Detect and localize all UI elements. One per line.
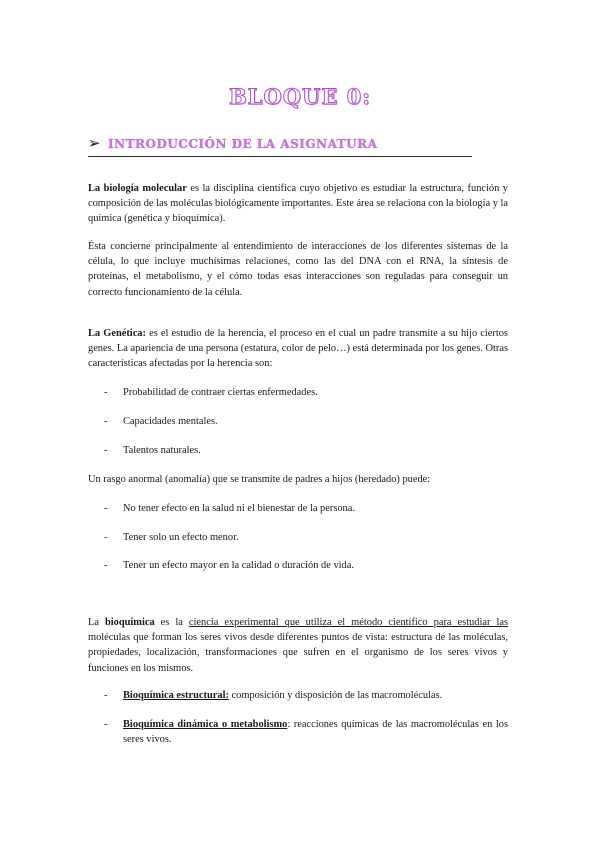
list-item-text: Talentos naturales. (123, 445, 201, 456)
paragraph-anomaly-intro: Un rasgo anormal (anomalía) que se transmite de padres a hijos (heredado) puede: (88, 474, 431, 485)
paragraph-biochemistry (88, 615, 508, 676)
section-underline (88, 156, 472, 157)
term-genetics: La Genética: (88, 328, 146, 339)
list-item-text: Tener solo un efecto menor. (123, 532, 239, 543)
genetics-text: es el estudio de la herencia, el proceso en el cual un padre transmite a su hijo ciertos genes. La apariencia de una persona (estatura, color de pelo…) está determinada por los genes. Otras características afectadas por la herencia son: (88, 328, 508, 370)
list-item-text: Probabilidad de contraer ciertas enfermedades. (123, 387, 318, 398)
list-item-effect (104, 501, 508, 516)
biochem-mid: es la (154, 617, 189, 628)
dash-bullet: - (104, 719, 108, 730)
paragraph-molecular-biology (88, 181, 508, 227)
dynamic-biochemistry-text: : reacciones químicas de las macromoléculas en los seres vivos. (123, 719, 508, 745)
list-item-biochem-type (104, 717, 508, 747)
list-item-trait (104, 385, 508, 400)
list-item-trait (104, 443, 508, 458)
list-item-text: Capacidades mentales. (123, 416, 218, 427)
term-dynamic-biochemistry: Bioquímica dinámica o metabolismo (123, 719, 288, 730)
list-item-effect (104, 558, 508, 573)
block-title: BLOQUE 0: (228, 84, 372, 109)
paragraph-interactions: Ésta concierne principalmente al entendimiento de interacciones de los diferentes sistemas de la célula, lo que incluye muchísimas relaciones, como las del DNA con el RNA, la síntesis de proteínas, el metabolismo, y el cómo todas esas interacciones son reguladas para conseguir un correcto funcionamiento de la célula. (88, 241, 508, 298)
term-structural-biochemistry: Bioquímica estructural: (123, 690, 229, 701)
section-heading-text: INTRODUCCIÓN DE LA ASIGNATURA (108, 137, 378, 151)
biochem-lead: La (88, 617, 105, 628)
dash-bullet: - (104, 416, 108, 427)
biochem-underlined-definition: ciencia experimental que utiliza el método científico para estudiar las (188, 617, 509, 628)
term-molecular-biology: La biología molecular (88, 183, 187, 194)
dash-bullet: - (104, 560, 108, 571)
list-item-text: Tener un efecto mayor en la calidad o duración de vida. (123, 560, 354, 571)
dash-bullet: - (104, 532, 108, 543)
list-item-trait (104, 414, 508, 429)
dash-bullet: - (104, 387, 108, 398)
paragraph-genetics (88, 326, 508, 372)
list-item-effect (104, 530, 508, 545)
molecular-biology-text: es la disciplina científica cuyo objetivo es estudiar la estructura, función y composición de las moléculas biológicamente importantes. Este área se relaciona con la biología y la química (genética y bioquímica). (88, 183, 508, 225)
structural-biochemistry-text: composición y disposición de las macromoléculas. (228, 690, 443, 701)
dash-bullet: - (104, 445, 108, 456)
list-item-biochem-type (104, 688, 508, 703)
term-biochemistry: bioquímica (105, 617, 155, 628)
dash-bullet: - (104, 690, 108, 701)
biochem-text: moléculas que forman los seres vivos desde diferentes puntos de vista: estructura de las moléculas, propiedades, localización, transformaciones que sufren en el organismo de los seres vivos y funciones en los mismos. (88, 632, 508, 674)
arrow-bullet-icon: ➢ (88, 136, 101, 152)
list-item-text: No tener efecto en la salud ni el bienestar de la persona. (123, 503, 355, 514)
dash-bullet: - (104, 503, 108, 514)
